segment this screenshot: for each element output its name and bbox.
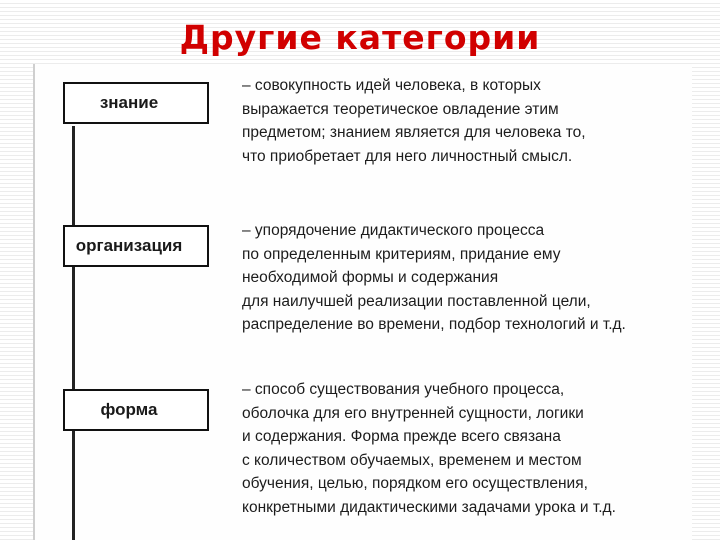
definition-line: оболочка для его внутренней сущности, логики xyxy=(242,404,584,422)
definition-line: необходимой формы и содержания xyxy=(242,269,499,287)
definition-line: выражается теоретическое овладение этим xyxy=(242,100,559,118)
definition-knowledge xyxy=(242,74,586,168)
definition-line: что приобретает для него личностный смысл. xyxy=(242,147,573,165)
term-box-organization: организация xyxy=(63,225,209,267)
connector-line xyxy=(72,126,75,540)
definition-line: – способ существования учебного процесса, xyxy=(242,381,565,398)
definition-line: – совокупность идей человека, в которых xyxy=(242,77,541,94)
definition-line: конкретными дидактическими задачами урока и т.д. xyxy=(242,498,616,516)
definition-line: – упорядочение дидактического процесса xyxy=(242,222,545,239)
term-box-form: форма xyxy=(63,389,209,431)
definition-line: с количеством обучаемых, временем и местом xyxy=(242,451,582,469)
definition-line: обучения, целью, порядком его осуществления, xyxy=(242,475,588,493)
definition-form xyxy=(242,378,616,520)
term-box-knowledge: знание xyxy=(63,82,209,124)
definition-line: для наилучшей реализации поставленной цели, xyxy=(242,292,591,310)
definition-line: по определенным критериям, придание ему xyxy=(242,245,561,263)
definition-line: и содержания. Форма прежде всего связана xyxy=(242,428,561,446)
slide-title: Другие категории xyxy=(179,18,541,57)
definition-line: распределение во времени, подбор технологий и т.д. xyxy=(242,316,626,334)
definition-line: предметом; знанием является для человека то, xyxy=(242,124,586,142)
definition-organization xyxy=(242,219,626,337)
